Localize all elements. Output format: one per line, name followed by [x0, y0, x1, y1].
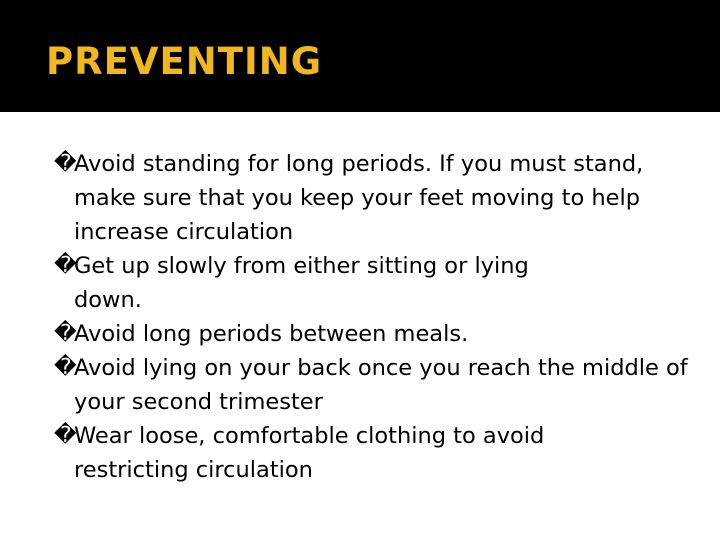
- bullet-text: Get up slowly from either sitting or lying down.: [74, 253, 529, 313]
- bullet-item: [54, 147, 694, 249]
- bullet-item: [54, 249, 694, 317]
- bullet-text: Avoid long periods between meals.: [74, 321, 469, 347]
- bullet-text: Avoid standing for long periods. If you must stand, make sure that you keep your feet moving to help increase circulation: [74, 151, 644, 245]
- bullet-marker-icon: �: [54, 321, 77, 346]
- bullet-marker-icon: �: [54, 151, 77, 176]
- bullet-item: [54, 351, 694, 419]
- bullet-list: [54, 147, 694, 487]
- bullet-item: [54, 419, 694, 487]
- bullet-text: Wear loose, comfortable clothing to avoid restricting circulation: [74, 423, 545, 483]
- bullet-text: Avoid lying on your back once you reach the middle of your second trimester: [74, 355, 688, 415]
- slide-title: PREVENTING: [46, 40, 323, 83]
- bullet-item: [54, 317, 694, 351]
- bullet-marker-icon: �: [54, 253, 77, 278]
- bullet-marker-icon: �: [54, 423, 77, 448]
- bullet-marker-icon: �: [54, 355, 77, 380]
- title-bar: [0, 0, 720, 112]
